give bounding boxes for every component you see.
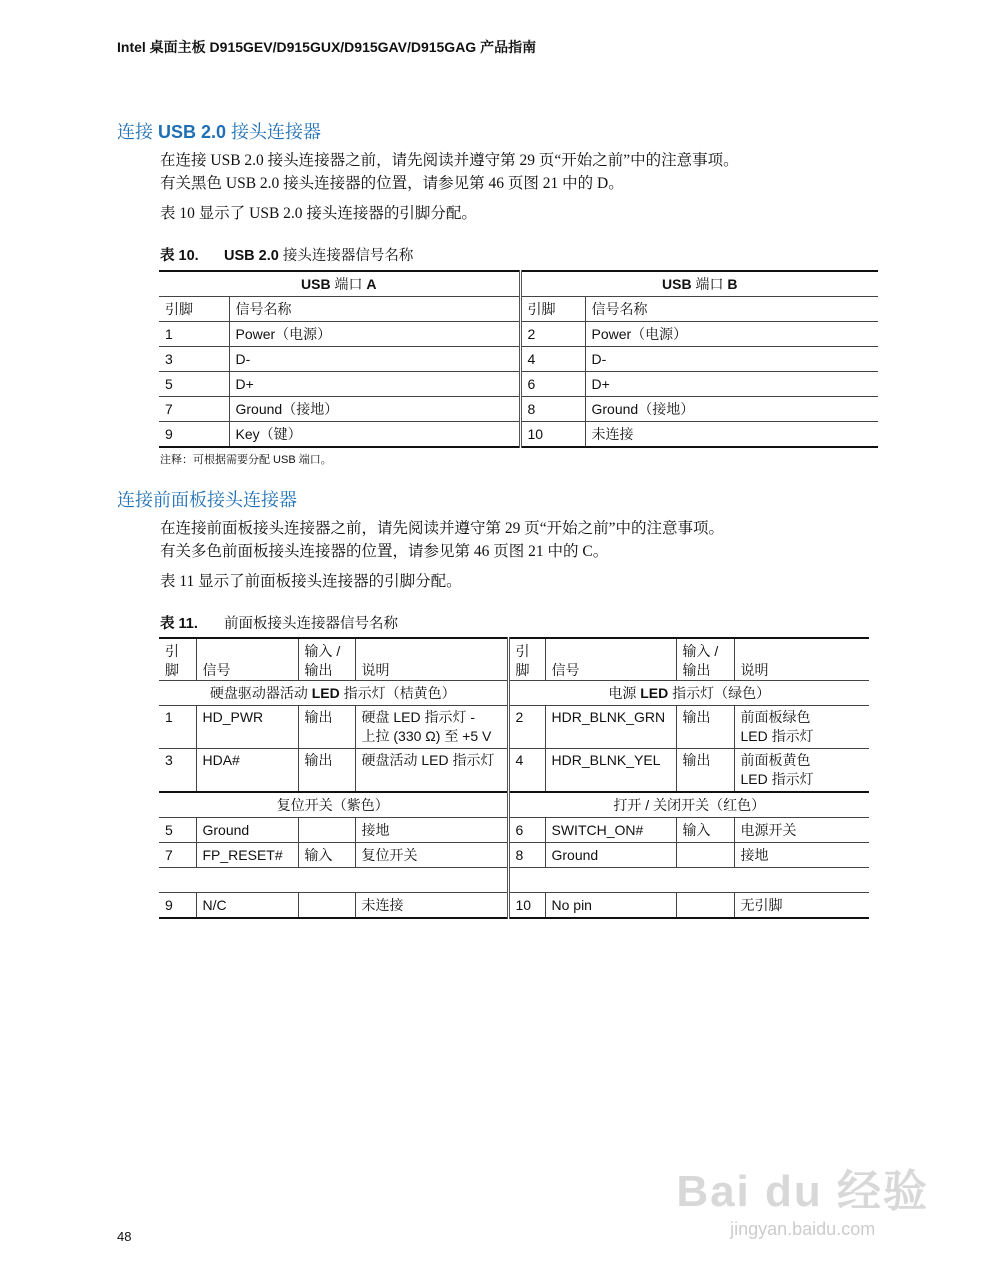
table-row: 1 Power（电源） 2 Power（电源） xyxy=(159,322,878,347)
table10-caption: 表 10. USB 2.0 接头连接器信号名称 xyxy=(160,248,414,264)
baidu-watermark xyxy=(676,1155,929,1240)
port-b-header: USB 端口 B xyxy=(520,271,878,297)
table-row: 3 HDA# 输出 硬盘活动 LED 指示灯 4 HDR_BLNK_YEL 输出 前面板黄色 LED 指示灯 xyxy=(159,749,869,793)
table-row: 5 D+ 6 D+ xyxy=(159,372,878,397)
group-row-switch: 复位开关（紫色） 打开 / 关闭开关（红色） xyxy=(159,792,869,818)
running-header: Intel 桌面主板 D915GEV/D915GUX/D915GAV/D915GAG 产品指南 xyxy=(117,39,537,55)
usb-para-3: 表 10 显示了 USB 2.0 接头连接器的引脚分配。 xyxy=(160,205,477,222)
page-number: 48 xyxy=(117,1229,132,1244)
fp-para-2: 有关多色前面板接头连接器的位置，请参见第 46 页图 21 中的 C。 xyxy=(160,543,609,560)
watermark-url: jingyan.baidu.com xyxy=(730,1219,876,1239)
usb-pin-table xyxy=(159,270,878,448)
table11-caption: 表 11. 前面板接头连接器信号名称 xyxy=(160,616,398,632)
table-row: 5 Ground 接地 6 SWITCH_ON# 输入 电源开关 xyxy=(159,818,869,843)
usb-para-1: 在连接 USB 2.0 接头连接器之前，请先阅读并遵守第 29 页“开始之前”中的注意事项。 xyxy=(160,152,739,169)
fp-para-1: 在连接前面板接头连接器之前，请先阅读并遵守第 29 页“开始之前”中的注意事项。 xyxy=(160,520,725,537)
section-title-usb: 连接 USB 2.0 接头连接器 xyxy=(117,122,322,142)
usb-para-2: 有关黑色 USB 2.0 接头连接器的位置，请参见第 46 页图 21 中的 D。 xyxy=(160,175,624,192)
table-header-row: 引 脚 信号 输入 / 输出 说明 引 脚 信号 输入 / 输出 说明 xyxy=(159,638,869,681)
port-a-header: USB 端口 A xyxy=(159,271,520,297)
front-panel-pin-table xyxy=(159,637,869,919)
table-header-row: 引脚 信号名称 引脚 信号名称 xyxy=(159,297,878,322)
table-row: 1 HD_PWR 输出 硬盘 LED 指示灯 - 上拉 (330 Ω) 至 +5 V 2 HDR_BLNK_GRN 输出 前面板绿色 LED 指示灯 xyxy=(159,706,869,749)
table-row: 9 N/C 未连接 10 No pin 无引脚 xyxy=(159,893,869,919)
table10-note: 注释：可根据需要分配 USB 端口。 xyxy=(160,454,332,466)
watermark-logo-text: Bai du 经验 xyxy=(676,1167,929,1216)
table-row: 7 Ground（接地） 8 Ground（接地） xyxy=(159,397,878,422)
table-row: 3 D- 4 D- xyxy=(159,347,878,372)
table-row: 7 FP_RESET# 输入 复位开关 8 Ground 接地 xyxy=(159,843,869,868)
group-row-led: 硬盘驱动器活动 LED 指示灯（桔黄色） 电源 LED 指示灯（绿色） xyxy=(159,681,869,706)
fp-para-3: 表 11 显示了前面板接头连接器的引脚分配。 xyxy=(160,573,462,590)
section-title-front-panel: 连接前面板接头连接器 xyxy=(117,490,297,510)
table-row: 9 Key（键） 10 未连接 xyxy=(159,422,878,448)
spacer-row xyxy=(159,868,869,893)
